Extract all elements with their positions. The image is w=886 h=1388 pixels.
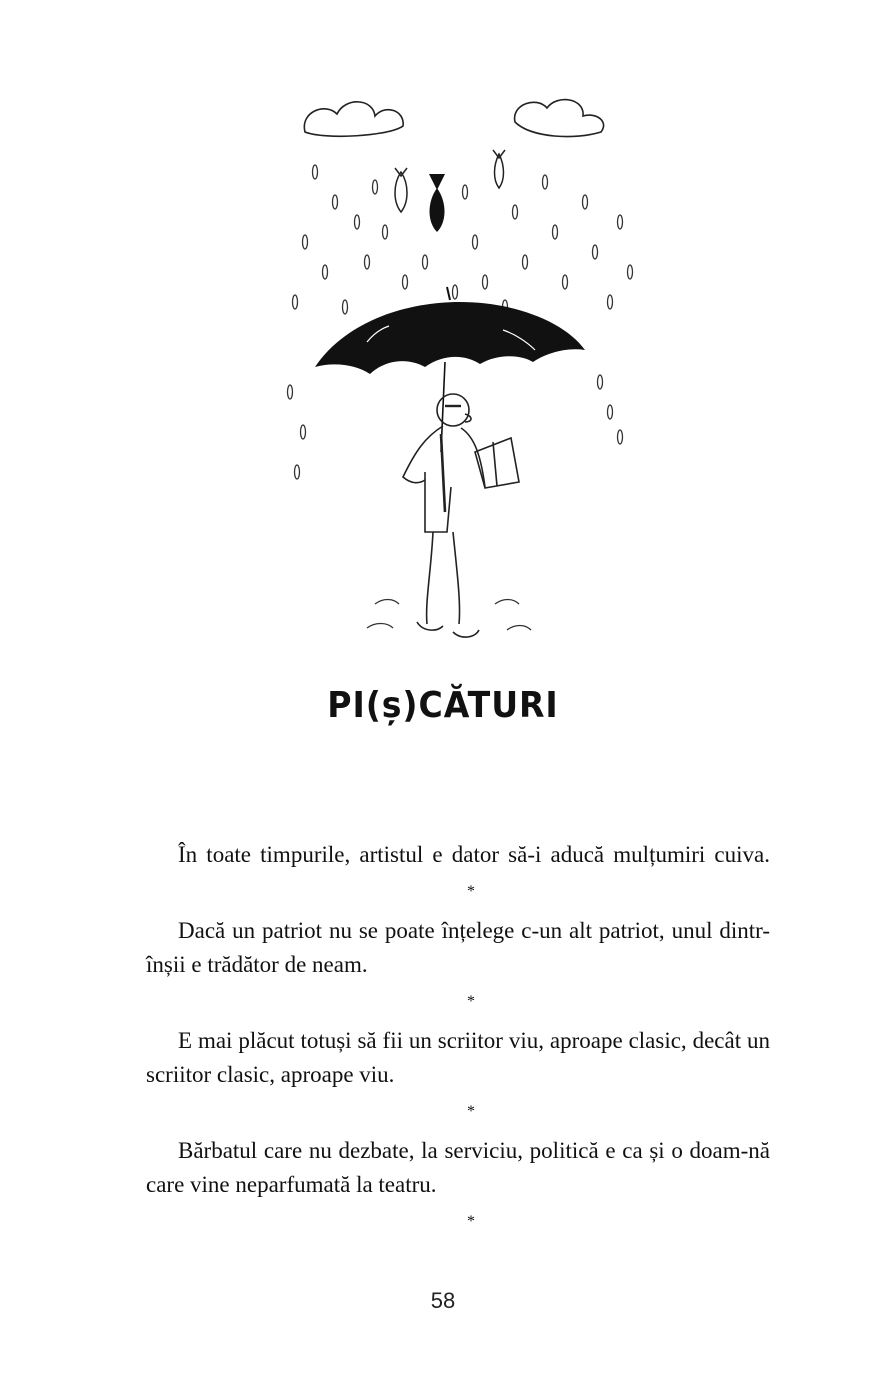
- cloud-icon: [304, 100, 603, 137]
- separator-star: *: [467, 993, 475, 1010]
- aphorism-1: În toate timpurile, artistul e dator să-i aducă mulțumiri cuiva.: [178, 842, 770, 867]
- umbrella-icon: [315, 287, 585, 452]
- page-number: 58: [430, 1288, 456, 1313]
- separator-star: *: [467, 1213, 475, 1230]
- aphorism-3: E mai plăcut totuși să fii un scriitor viu, aproape clasic, decât un scriitor clasic, aproape viu.: [146, 1028, 770, 1087]
- separator-star: *: [467, 883, 475, 900]
- aphorism-4: Bărbatul care nu dezbate, la serviciu, politică e ca și o doam-nă care vine neparfumată la teatru.: [146, 1138, 770, 1197]
- umbrella-rain-illustration: [275, 92, 645, 644]
- aphorism-2: Dacă un patriot nu se poate înțelege c-un alt patriot, unul dintr-înșii e trădător de neam.: [146, 918, 770, 977]
- fish-icon: [429, 174, 445, 232]
- fish-icon: [395, 150, 505, 212]
- splash-icon: [367, 600, 531, 631]
- separator-star: *: [467, 1103, 475, 1120]
- chapter-title: PI(ș)CĂTURI: [327, 685, 559, 726]
- aphorism-list: [146, 838, 770, 1244]
